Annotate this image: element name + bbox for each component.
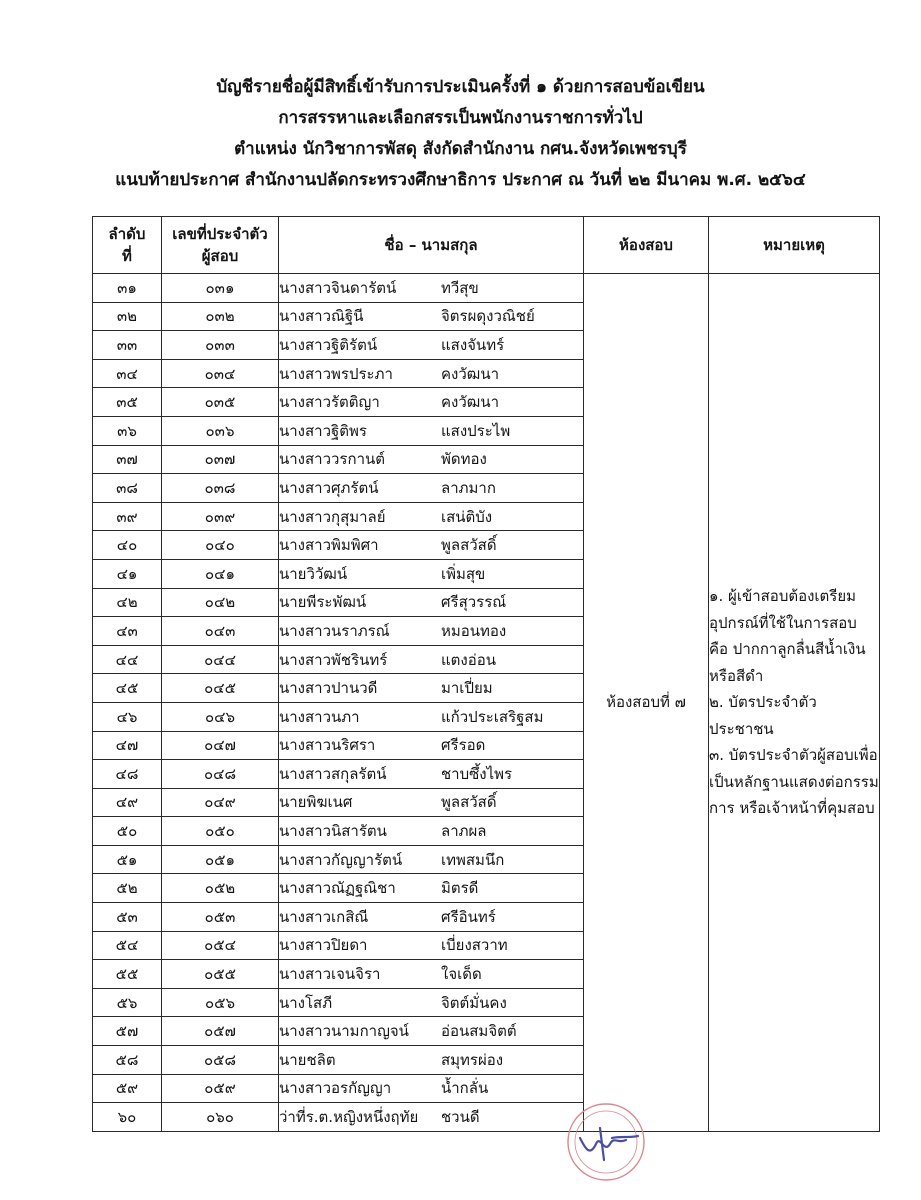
row-candidate-id: ๐๕๗	[162, 1017, 279, 1046]
row-first-name: ว่าที่ร.ต.หญิงหนึ่งฤทัย	[279, 1108, 419, 1127]
row-last-name: ศรีรอด	[441, 736, 486, 755]
row-order-number: ๔๒	[93, 588, 162, 617]
row-full-name	[279, 874, 584, 903]
table-header-row	[93, 217, 880, 274]
row-order-number: ๕๓	[93, 903, 162, 932]
header-exam-room: ห้องสอบ	[584, 217, 709, 274]
row-order-number: ๕๙	[93, 1074, 162, 1103]
row-last-name: เบี่ยงสวาท	[441, 936, 508, 955]
row-order-number: ๕๒	[93, 874, 162, 903]
row-full-name	[279, 302, 584, 331]
row-first-name: นางสาวรัตติญา	[279, 393, 380, 412]
row-full-name	[279, 931, 584, 960]
row-first-name: นางสาวปิยดา	[279, 936, 368, 955]
row-candidate-id: ๐๓๔	[162, 359, 279, 388]
table-body	[93, 274, 880, 1132]
row-order-number: ๓๕	[93, 388, 162, 417]
row-order-number: ๔๘	[93, 760, 162, 789]
row-first-name: นางโสภี	[279, 993, 333, 1012]
row-candidate-id: ๐๕๘	[162, 1046, 279, 1075]
row-last-name: พูลสวัสดิ์	[441, 793, 497, 812]
row-last-name: ลาภมาก	[441, 478, 496, 497]
row-full-name	[279, 903, 584, 932]
row-order-number: ๕๗	[93, 1017, 162, 1046]
document-header	[0, 72, 921, 196]
row-full-name	[279, 674, 584, 703]
row-first-name: นางสาวเกสิณี	[279, 907, 369, 926]
row-last-name: คงวัฒนา	[441, 364, 500, 383]
row-full-name	[279, 274, 584, 303]
row-order-number: ๔๑	[93, 559, 162, 588]
row-full-name	[279, 960, 584, 989]
row-candidate-id: ๐๕๖	[162, 988, 279, 1017]
row-last-name: ลาภผล	[441, 822, 487, 841]
header-order-line2: ที่	[122, 247, 132, 265]
row-order-number: ๕๔	[93, 931, 162, 960]
row-first-name: นายชลิต	[279, 1050, 336, 1069]
row-full-name	[279, 1103, 584, 1132]
row-first-name: นางสาวอรกัญญา	[279, 1079, 392, 1098]
row-last-name: หมอนทอง	[441, 621, 507, 640]
header-remark: หมายเหตุ	[709, 217, 880, 274]
row-full-name	[279, 502, 584, 531]
remark-item: ๒. บัตรประจำตัวประชาชน	[709, 693, 817, 738]
row-full-name	[279, 1017, 584, 1046]
row-full-name	[279, 531, 584, 560]
row-candidate-id: ๐๕๙	[162, 1074, 279, 1103]
row-last-name: อ่อนสมจิตต์	[441, 1022, 517, 1041]
row-first-name: นางสาวนามกาญจน์	[279, 1022, 409, 1041]
row-candidate-id: ๐๓๑	[162, 274, 279, 303]
row-order-number: ๔๕	[93, 674, 162, 703]
row-first-name: นายวิวัฒน์	[279, 564, 348, 583]
row-candidate-id: ๐๔๙	[162, 788, 279, 817]
remark-item: ๓. บัตรประจำตัวผู้สอบเพื่อเป็นหลักฐานแสดงต่อกรรมการ หรือเจ้าหน้าที่คุมสอบ	[709, 746, 879, 818]
row-candidate-id: ๐๔๘	[162, 760, 279, 789]
row-full-name	[279, 845, 584, 874]
row-full-name	[279, 702, 584, 731]
row-full-name	[279, 788, 584, 817]
candidate-table	[92, 216, 880, 1132]
row-last-name: คงวัฒนา	[441, 393, 500, 412]
row-order-number: ๔๔	[93, 645, 162, 674]
remark-item: ๑. ผู้เข้าสอบต้องเตรียมอุปกรณ์ที่ใช้ในการสอบ คือ ปากกาลูกลื่นสีน้ำเงินหรือสีดำ	[709, 587, 866, 685]
row-last-name: จิตรผดุงวณิชย์	[441, 307, 535, 326]
row-candidate-id: ๐๓๓	[162, 331, 279, 360]
row-order-number: ๓๖	[93, 416, 162, 445]
row-last-name: ทวีสุข	[441, 278, 479, 297]
row-last-name: ชาบซึ้งไพร	[441, 764, 513, 783]
row-order-number: ๕๐	[93, 817, 162, 846]
header-position-line: ตำแหน่ง นักวิชาการพัสดุ สังกัดสำนักงาน กศน.จังหวัดเพชรบุรี	[234, 139, 687, 159]
row-order-number: ๓๗	[93, 445, 162, 474]
row-order-number: ๔๗	[93, 731, 162, 760]
row-first-name: นางสาวกุสุมาลย์	[279, 507, 386, 526]
row-full-name	[279, 474, 584, 503]
row-last-name: สมุทรผ่อง	[441, 1050, 504, 1069]
row-last-name: มาเปี่ยม	[441, 679, 493, 698]
row-candidate-id: ๐๔๓	[162, 617, 279, 646]
row-full-name	[279, 731, 584, 760]
row-last-name: แสงประไพ	[441, 421, 511, 440]
row-full-name	[279, 331, 584, 360]
row-order-number: ๖๐	[93, 1103, 162, 1132]
row-full-name	[279, 1074, 584, 1103]
row-candidate-id: ๐๕๒	[162, 874, 279, 903]
header-id-line2: ผู้สอบ	[201, 247, 239, 265]
row-first-name: นายพีระพัฒน์	[279, 593, 367, 612]
row-last-name: เทพสมนึก	[441, 850, 505, 869]
row-first-name: นางสาวนิสารัตน	[279, 822, 387, 841]
row-full-name	[279, 559, 584, 588]
row-full-name	[279, 1046, 584, 1075]
header-id-line1: เลขที่ประจำตัว	[172, 225, 268, 243]
row-last-name: เสน่ติบัง	[441, 507, 493, 526]
row-first-name: นางสาวกัญญารัตน์	[279, 850, 403, 869]
row-candidate-id: ๐๓๘	[162, 474, 279, 503]
row-order-number: ๓๔	[93, 359, 162, 388]
row-first-name: นางสาวณิฐินี	[279, 307, 364, 326]
row-candidate-id: ๐๔๒	[162, 588, 279, 617]
row-candidate-id: ๐๔๑	[162, 559, 279, 588]
row-order-number: ๔๓	[93, 617, 162, 646]
row-candidate-id: ๐๕๔	[162, 931, 279, 960]
row-candidate-id: ๐๓๖	[162, 416, 279, 445]
row-first-name: นางสาวพิมพิศา	[279, 536, 379, 555]
row-first-name: นางสาวณัฏฐณิชา	[279, 879, 396, 898]
header-subtitle-line: การสรรหาและเลือกสรรเป็นพนักงานราชการทั่วไป	[278, 108, 643, 128]
row-first-name: นางสาวจินดารัตน์	[279, 278, 397, 297]
header-full-name: ชื่อ – นามสกุล	[279, 217, 584, 274]
row-first-name: นางสาวสกุลรัตน์	[279, 764, 387, 783]
row-order-number: ๕๖	[93, 988, 162, 1017]
row-last-name: แก้วประเสริฐสม	[441, 707, 544, 726]
row-first-name: นางสาวเจนจิรา	[279, 965, 381, 984]
row-candidate-id: ๐๓๙	[162, 502, 279, 531]
row-first-name: นางสาววรกานต์	[279, 450, 385, 469]
row-first-name: นางสาวพรประภา	[279, 364, 393, 383]
row-candidate-id: ๐๕๑	[162, 845, 279, 874]
remark-cell	[709, 274, 880, 1132]
row-last-name: เพิ่มสุข	[441, 564, 486, 583]
row-last-name: พูลสวัสดิ์	[441, 536, 497, 555]
row-last-name: ศรีสุวรรณ์	[441, 593, 507, 612]
row-candidate-id: ๐๓๗	[162, 445, 279, 474]
row-candidate-id: ๐๔๗	[162, 731, 279, 760]
row-order-number: ๕๑	[93, 845, 162, 874]
row-first-name: นางสาวนริศรา	[279, 736, 376, 755]
row-last-name: พัดทอง	[441, 450, 487, 469]
row-order-number: ๓๓	[93, 331, 162, 360]
row-order-number: ๓๙	[93, 502, 162, 531]
table-row	[93, 274, 880, 303]
row-first-name: นางสาวฐิติพร	[279, 421, 367, 440]
row-order-number: ๕๘	[93, 1046, 162, 1075]
header-candidate-id	[162, 217, 279, 274]
header-order	[93, 217, 162, 274]
row-full-name	[279, 617, 584, 646]
row-candidate-id: ๐๓๕	[162, 388, 279, 417]
row-first-name: นางสาวนราภรณ์	[279, 621, 390, 640]
row-full-name	[279, 416, 584, 445]
row-candidate-id: ๐๔๐	[162, 531, 279, 560]
row-full-name	[279, 760, 584, 789]
row-first-name: นายพิฆเนศ	[279, 793, 353, 812]
row-order-number: ๔๖	[93, 702, 162, 731]
row-first-name: นางสาวศุภรัตน์	[279, 478, 379, 497]
row-last-name: แสงจันทร์	[441, 335, 505, 354]
row-last-name: มิตรดี	[441, 879, 479, 898]
row-order-number: ๓๘	[93, 474, 162, 503]
row-full-name	[279, 588, 584, 617]
row-candidate-id: ๐๕๕	[162, 960, 279, 989]
header-title-line: บัญชีรายชื่อผู้มีสิทธิ์เข้ารับการประเมินครั้งที่ ๑ ด้วยการสอบข้อเขียน	[216, 77, 705, 97]
row-order-number: ๓๑	[93, 274, 162, 303]
row-last-name: น้ำกลั่น	[441, 1079, 489, 1098]
official-seal-icon	[556, 1098, 652, 1184]
row-candidate-id: ๐๕๐	[162, 817, 279, 846]
header-order-line1: ลำดับ	[108, 225, 146, 243]
exam-room-cell: ห้องสอบที่ ๗	[584, 274, 709, 1132]
row-candidate-id: ๐๔๖	[162, 702, 279, 731]
row-candidate-id: ๐๔๔	[162, 645, 279, 674]
row-first-name: นางสาวนภา	[279, 707, 360, 726]
row-last-name: ศรีอินทร์	[441, 907, 496, 926]
row-full-name	[279, 388, 584, 417]
row-first-name: นางสาวปานวดี	[279, 679, 378, 698]
row-first-name: นางสาวพัชรินทร์	[279, 650, 388, 669]
row-full-name	[279, 359, 584, 388]
row-full-name	[279, 817, 584, 846]
row-last-name: ชวนดี	[441, 1108, 480, 1127]
row-order-number: ๓๒	[93, 302, 162, 331]
row-candidate-id: ๐๓๒	[162, 302, 279, 331]
row-last-name: ใจเด็ด	[441, 965, 482, 984]
row-order-number: ๔๙	[93, 788, 162, 817]
row-candidate-id: ๐๕๓	[162, 903, 279, 932]
row-full-name	[279, 645, 584, 674]
row-full-name	[279, 445, 584, 474]
header-announcement-line: แนบท้ายประกาศ สำนักงานปลัดกระทรวงศึกษาธิการ ประกาศ ณ วันที่ ๒๒ มีนาคม พ.ศ. ๒๕๖๔	[115, 170, 806, 190]
row-full-name	[279, 988, 584, 1017]
row-candidate-id: ๐๔๕	[162, 674, 279, 703]
row-candidate-id: ๐๖๐	[162, 1103, 279, 1132]
row-last-name: แตงอ่อน	[441, 650, 497, 669]
row-order-number: ๕๕	[93, 960, 162, 989]
row-first-name: นางสาวฐิติรัตน์	[279, 335, 378, 354]
row-order-number: ๔๐	[93, 531, 162, 560]
row-last-name: จิตต์มั่นคง	[441, 993, 507, 1012]
